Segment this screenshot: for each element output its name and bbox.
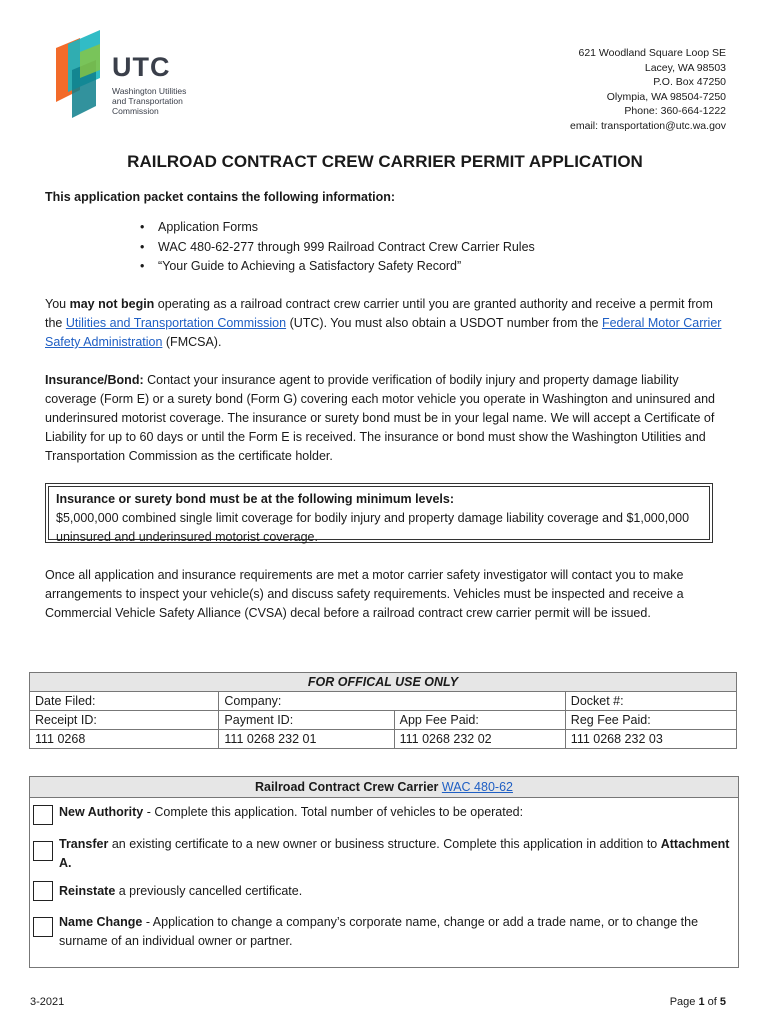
page-total: 5 <box>719 996 726 1008</box>
option-text: - Application to change a company’s corporate name, change or add a trade name, or to change the surname of an individual owner or partner. <box>59 915 699 948</box>
list-item: • WAC 480-62-277 through 999 Railroad Contract Crew Carrier Rules <box>140 238 535 258</box>
company-label: Company: <box>219 692 565 711</box>
utc-wordmark: UTC <box>112 52 171 82</box>
payment-id-label: Payment ID: <box>219 711 394 730</box>
page-number <box>670 996 726 1008</box>
reinstate-option <box>59 882 735 901</box>
reinstate-checkbox[interactable] <box>33 881 53 901</box>
address-line: Lacey, WA 98503 <box>644 61 726 74</box>
logo-subtitle-line: and Transportation <box>112 96 183 106</box>
permit-paragraph <box>45 295 725 352</box>
minimum-levels-text: $5,000,000 combined single limit coverage for bodily injury and property damage liability coverage and $1,000,000 uninsured and underinsured motorist coverage. <box>56 511 690 544</box>
receipt-id-label: Receipt ID: <box>30 711 219 730</box>
logo-subtitle-line: Washington Utilities <box>112 86 187 96</box>
option-label: Name Change <box>59 915 143 929</box>
app-fee-label: App Fee Paid: <box>394 711 565 730</box>
utc-logo <box>50 30 200 120</box>
contents-list <box>140 218 535 277</box>
reg-fee-value[interactable]: 111 0268 232 03 <box>565 730 736 749</box>
emphasis-text: may not begin <box>69 297 155 311</box>
app-fee-value[interactable]: 111 0268 232 02 <box>394 730 565 749</box>
utc-link[interactable]: Utilities and Transportation Commission <box>65 316 287 330</box>
name-change-option <box>59 913 735 950</box>
attachment-label: Attachment A. <box>59 837 730 870</box>
application-type-section <box>29 776 739 968</box>
page-title: RAILROAD CONTRACT CREW CARRIER PERMIT APPLICATION <box>127 152 643 171</box>
docket-label: Docket #: <box>565 692 736 711</box>
minimum-levels-heading: Insurance or surety bond must be at the following minimum levels: <box>56 492 454 506</box>
address-line: P.O. Box 47250 <box>653 76 726 89</box>
section-heading-text: Railroad Contract Crew Carrier <box>255 780 442 794</box>
option-label: Transfer <box>59 837 109 851</box>
minimum-levels-box <box>45 483 713 543</box>
insurance-label: Insurance/Bond: <box>45 373 144 387</box>
wac-link[interactable]: WAC 480-62 <box>441 780 513 794</box>
utc-logo-mark-icon <box>50 30 110 120</box>
utc-subtitle <box>112 86 212 116</box>
official-use-table <box>29 672 737 749</box>
text-run: operating as a railroad contract crew carrier until you are granted authority and receive a permit from the <box>45 297 713 330</box>
address-line: Olympia, WA 98504-7250 <box>606 90 726 103</box>
payment-id-value[interactable]: 111 0268 232 01 <box>219 730 394 749</box>
logo-subtitle-line: Commission <box>112 106 159 116</box>
list-item: • Application Forms <box>140 218 535 238</box>
address-phone: Phone: 360-664-1222 <box>624 105 726 118</box>
address-line: 621 Woodland Square Loop SE <box>578 47 726 59</box>
transfer-checkbox[interactable] <box>33 841 53 861</box>
section-heading <box>30 777 738 798</box>
reg-fee-label: Reg Fee Paid: <box>565 711 736 730</box>
new-authority-checkbox[interactable] <box>33 805 53 825</box>
footer-date: 3-2021 <box>30 996 65 1008</box>
text-run: (UTC). You must also obtain a USDOT number from the <box>286 316 602 330</box>
name-change-checkbox[interactable] <box>33 917 53 937</box>
page-current: 1 <box>698 996 705 1008</box>
fmcsa-link[interactable]: Federal Motor Carrier Safety Administration <box>45 316 722 349</box>
inspection-paragraph: Once all application and insurance requirements are met a motor carrier safety investigator will contact you to make arrangements to inspect your vehicle(s) and discuss safety requirements. Vehicles must be inspected and receive a Commercial Vehicle Safety Alliance (CVSA) decal before a railroad contract crew carrier permit will be issued. <box>45 568 684 620</box>
option-text: a previously cancelled certificate. <box>115 884 303 898</box>
address-email[interactable]: email: transportation@utc.wa.gov <box>570 119 726 132</box>
date-filed-label: Date Filed: <box>30 692 219 711</box>
list-item: • “Your Guide to Achieving a Satisfactory Safety Record” <box>140 257 535 277</box>
option-text: - Complete this application. Total number of vehicles to be operated: <box>143 805 524 819</box>
option-label: Reinstate <box>59 884 116 898</box>
page-mid: of <box>704 996 720 1008</box>
transfer-option <box>59 835 735 872</box>
option-label: New Authority <box>59 805 144 819</box>
text-run: (FMCSA). <box>162 335 222 349</box>
official-use-heading: FOR OFFICAL USE ONLY <box>30 673 737 692</box>
receipt-id-value[interactable]: 111 0268 <box>30 730 219 749</box>
address-block <box>570 46 726 134</box>
insurance-paragraph <box>45 371 725 466</box>
minimum-levels-inner <box>48 486 710 544</box>
page-prefix: Page <box>669 996 699 1008</box>
option-text: an existing certificate to a new owner or business structure. Complete this application in addition to <box>108 837 661 851</box>
new-authority-option <box>59 803 735 822</box>
text-run: You <box>45 297 70 311</box>
intro-text: This application packet contains the following information: <box>45 190 396 204</box>
insurance-text: Contact your insurance agent to provide verification of bodily injury and property damage liability coverage (Form E) or a surety bond (Form G) covering each motor vehicle you operate in Washington and uninsured and underinsured motorist coverage. The insurance or surety bond must be in your legal name. We will accept a Certificate of Liability for up to 60 days or until the Form E is received. The insurance or bond must show the Washington Utilities and Transportation Commission as the certificate holder. <box>45 373 716 463</box>
